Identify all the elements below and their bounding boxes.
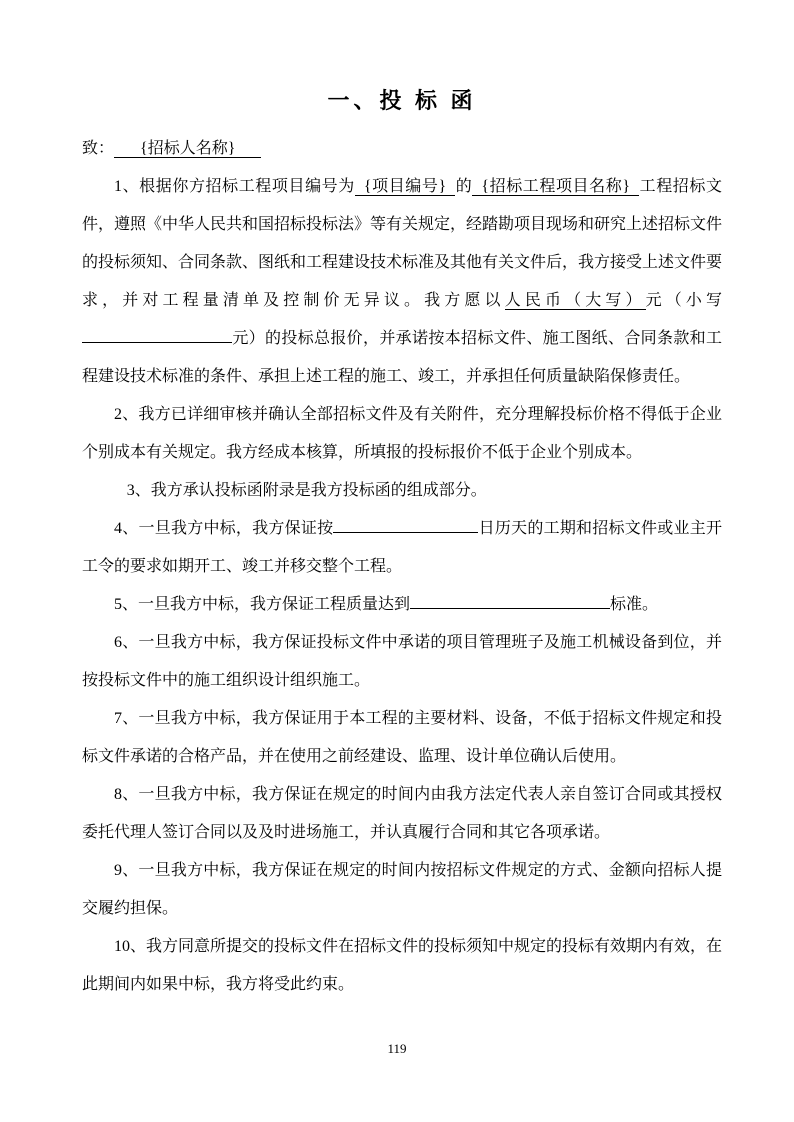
text-run: 标准。 (610, 596, 659, 613)
underlined-placeholder[interactable]: {项目编号} (355, 178, 455, 196)
paragraph-item-6 (82, 624, 722, 700)
paragraph-item-10 (82, 928, 722, 1004)
paragraph-item-7 (82, 700, 722, 776)
paragraph-item-3 (82, 472, 722, 510)
fill-in-blank[interactable] (82, 325, 232, 343)
text-run: 6、一旦我方中标，我方保证投标文件中承诺的项目管理班子及施工机械设备到位，并按投标文件中的施工组织设计组织施工。 (82, 634, 722, 689)
paragraph-item-8 (82, 776, 722, 852)
paragraph-item-4 (82, 510, 722, 586)
text-run: 7、一旦我方中标，我方保证用于本工程的主要材料、设备，不低于招标文件规定和投标文件承诺的合格产品，并在使用之前经建设、监理、设计单位确认后使用。 (82, 710, 722, 765)
text-run: 工程招标文件，遵照《中华人民共和国招标投标法》等有关规定，经踏勘项目现场和研究上述招标文件的投标须知、合同条款、图纸和工程建设技术标准及其他有关文件后，我方接受上述文件要求，并对工程量清单及控制价无异议。我方愿以 (82, 178, 723, 309)
text-run: 10、我方同意所提交的投标文件在招标文件的投标须知中规定的投标有效期内有效，在此期间内如果中标，我方将受此约束。 (82, 938, 723, 993)
document-title: 一、投 标 函 (327, 88, 477, 113)
paragraph-item-2 (82, 396, 722, 472)
underlined-placeholder[interactable]: 人民币（大写） (504, 292, 646, 309)
document-body (82, 168, 722, 1004)
underlined-placeholder[interactable]: {招标工程项目名称} (472, 178, 639, 196)
text-run: 1、根据你方招标工程项目编号为 (114, 178, 355, 195)
page-number: 119 (387, 1041, 407, 1056)
paragraph-item-9 (82, 852, 722, 928)
salutation-line (82, 130, 722, 168)
fill-in-blank[interactable] (410, 591, 610, 609)
paragraph-item-1 (82, 168, 722, 396)
fill-in-blank[interactable] (333, 515, 478, 533)
text-run: 8、一旦我方中标，我方保证在规定的时间内由我方法定代表人亲自签订合同或其授权委托代理人签订合同以及及时进场施工，并认真履行合同和其它各项承诺。 (82, 786, 722, 841)
text-run: 3、我方承认投标函附录是我方投标函的组成部分。 (126, 482, 487, 499)
salutation-prefix: 致： (82, 140, 115, 157)
text-run: 4、一旦我方中标，我方保证按 (114, 520, 334, 537)
paragraph-item-5 (82, 586, 722, 624)
text-run: 5、一旦我方中标，我方保证工程质量达到 (114, 596, 411, 613)
text-run: 元（小写 (645, 292, 722, 309)
text-run: 2、我方已详细审核并确认全部招标文件及有关附件，充分理解投标价格不得低于企业个别成本有关规定。我方经成本核算，所填报的投标报价不低于企业个别成本。 (82, 406, 722, 461)
text-run: 日历天的工期和招标文件或业主开工令的要求如期开工、竣工并移交整个工程。 (82, 520, 722, 575)
text-run: 元）的投标总报价，并承诺按本招标文件、施工图纸、合同条款和工程建设技术标准的条件、承担上述工程的施工、竣工，并承担任何质量缺陷保修责任。 (82, 330, 722, 385)
bidder-name-placeholder[interactable]: {招标人名称} (114, 140, 261, 158)
text-run: 9、一旦我方中标，我方保证在规定的时间内按招标文件规定的方式、金额向招标人提交履约担保。 (82, 862, 722, 917)
text-run: 的 (455, 178, 473, 195)
